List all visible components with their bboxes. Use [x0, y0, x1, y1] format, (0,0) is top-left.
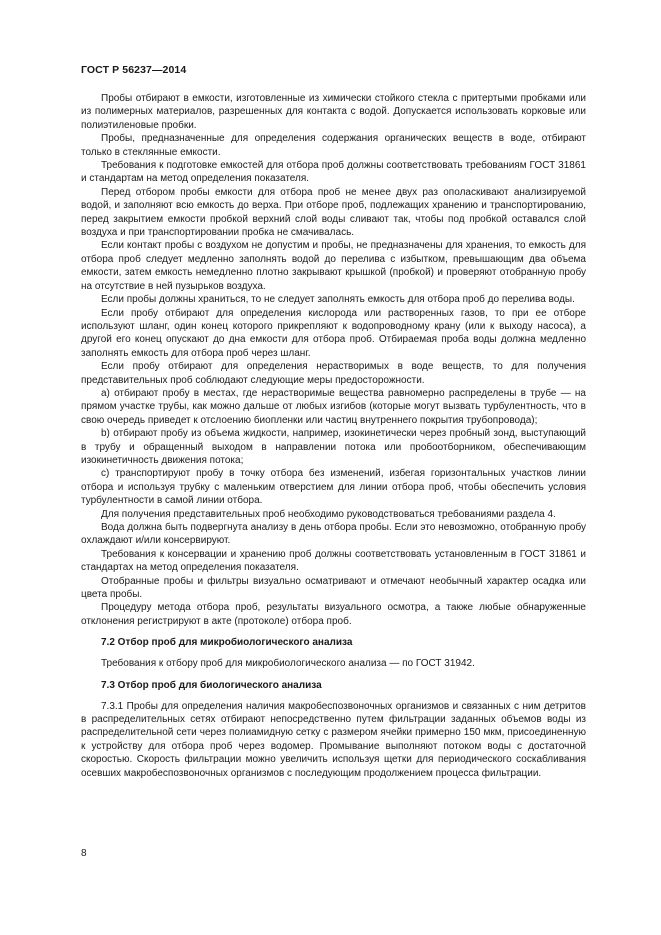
paragraph: Если пробу отбирают для определения нерастворимых в воде веществ, то для получения представительных проб соблюдают следующие меры предосторожности. [81, 361, 586, 386]
paragraph: Если контакт пробы с воздухом не допустим и пробы, не предназначены для хранения, то емкость для отбора проб следует медленно заполнять водой до перелива с избытком, превышающим два объема емкости, затем емкость немедленно плотно закрывают крышкой (пробкой) и проверяют отобранную пробу на отсутствие в ней пузырьков воздуха. [81, 240, 586, 292]
section-text-7-2: Требования к отбору проб для микробиологического анализа — по ГОСТ 31942. [101, 658, 475, 670]
paragraph: Если пробу отбирают для определения кислорода или растворенных газов, то при ее отборе используют шланг, один конец которого прикрепляют к водопроводному крану (или к выходу насоса), а другой его конец опускают до дна емкости для отбора проб. Отбираемая проба воды должна медленно заполнять емкость для отбора проб через шланг. [81, 307, 586, 359]
paragraph: Требования к подготовке емкостей для отбора проб должны соответствовать требованиям ГОСТ 31861 и стандартам на метод определения показателя. [81, 160, 586, 185]
paragraph: Пробы, предназначенные для определения содержания органических веществ в воде, отбирают только в стеклянные емкости. [81, 133, 586, 158]
paragraph: Пробы отбирают в емкости, изготовленные из химически стойкого стекла с притертыми пробками или из полимерных материалов, разрешенных для контакта с водой. Допускается использовать корковые или полиэтиленовые пробки. [81, 93, 586, 131]
paragraph: Если пробы должны храниться, то не следует заполнять емкость для отбора проб до перелива воды. [101, 294, 575, 306]
section-text-7-3-1: 7.3.1 Пробы для определения наличия макробеспозвоночных организмов и связанных с ним детритов в распределительных сетях отбирают непосредственно путем фильтрации заданных объемов воды из распределительной сети через полиамидную сетку с размером ячейки примерно 150 мкм, присоединенную к устройству для отбора проб через водомер. Промывание выполняют потоком воды с достаточной скоростью. Скорость фильтрации можно увеличить используя щетки для периодического соскабливания осевших макробеспозвоночных организмов с последующим продолжением процесса фильтрации. [81, 700, 586, 779]
section-heading-7-2: 7.2 Отбор проб для микробиологического анализа [101, 637, 353, 649]
section-heading-7-3: 7.3 Отбор проб для биологического анализа [101, 679, 322, 691]
list-item-c: c) транспортируют пробу в точку отбора без изменений, избегая горизонтальных участков линии отбора и используя трубку с маленьким отверстием для линии отбора проб, чтобы обеспечить условия турбулентности в самой линии отбора. [81, 468, 586, 507]
document-body [81, 92, 586, 780]
list-item-a: а) отбирают пробу в местах, где нерастворимые вещества равномерно распределены в трубе — на прямом участке трубы, как можно дальше от любых изгибов (которые могут вызвать турбулентность, что в свою очередь приведет к отслоению биопленки или частиц внутреннего покрытия трубопровода); [81, 387, 586, 426]
document-header: ГОСТ Р 56237—2014 [81, 64, 187, 76]
paragraph: Отобранные пробы и фильтры визуально осматривают и отмечают необычный характер осадка или цвета пробы. [81, 575, 586, 601]
paragraph: Для получения представительных проб необходимо руководствоваться требованиями раздела 4. [101, 508, 556, 520]
page-number: 8 [81, 848, 87, 859]
paragraph: Вода должна быть подвергнута анализу в день отбора пробы. Если это невозможно, отобранную пробу охлаждают и/или консервируют. [81, 522, 586, 547]
list-item-b: b) отбирают пробу из объема жидкости, например, изокинетически через пробный зонд, выступающий в трубу и обращенный выходом в направлении потока или пробоотборником, обеспечивающим изокинетичность движения потока; [81, 428, 586, 466]
paragraph: Процедуру метода отбора проб, результаты визуального осмотра, а также любые обнаруженные отклонения регистрируют в акте (протоколе) отбора проб. [81, 602, 586, 627]
paragraph: Перед отбором пробы емкости для отбора проб не менее двух раз ополаскивают анализируемой водой, и заполняют всю емкость до верха. При отборе проб, подлежащих хранению и транспортированию, перед закрытием емкости пробкой верхний слой воды сливают так, чтобы под пробкой оставался слой воздуха и при транспортировании пробка не смачивалась. [81, 186, 586, 239]
paragraph: Требования к консервации и хранению проб должны соответствовать установленным в ГОСТ 31861 и стандартах на метод определения показателя. [81, 548, 586, 574]
